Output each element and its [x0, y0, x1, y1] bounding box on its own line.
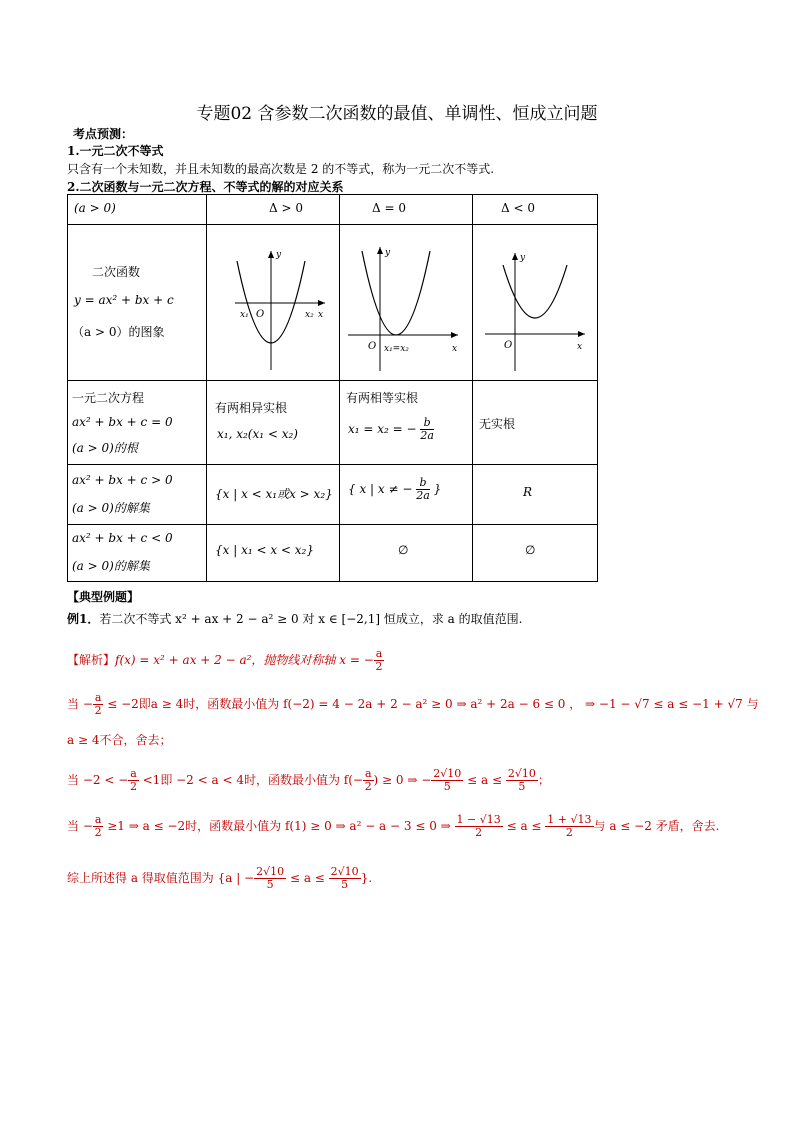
solution-line5-d: 与 a ≤ −2 矛盾，舍去. [593, 819, 720, 833]
header-delta-negative: Δ < 0 [501, 201, 535, 215]
solution-line4-num2: a [364, 767, 372, 780]
row4-empty-set-2: ∅ [525, 543, 536, 557]
row1-label-cell [68, 225, 207, 381]
solution-line6-num2: 2√10 [330, 865, 359, 878]
row4-empty-set-1: ∅ [398, 543, 409, 557]
row2-distinct-roots-cell [207, 381, 340, 465]
solution-tag: 【解析】 [67, 653, 116, 667]
g2-y-label: y [385, 248, 391, 258]
g1-x-label: x [318, 310, 324, 320]
solution-line6-a: 综上所述得 a 得取值范围为 {a | − [67, 871, 255, 885]
header-cell-delta-negative [473, 195, 598, 225]
solution-line6-den2: 5 [341, 878, 349, 891]
row4-label-line2: (a > 0)的解集 [72, 559, 150, 573]
solution-line5-num2: 1 − √13 [456, 813, 501, 826]
row3-solution-no-root-cell [473, 465, 598, 525]
g3-y-label: y [520, 253, 526, 263]
parabola-graph-double-root [340, 225, 472, 381]
row3-double-root-den: 2a [416, 489, 430, 502]
solution-line6-c: }. [360, 871, 373, 885]
header-cell-delta-zero [340, 195, 473, 225]
row2-equal-roots-cell [340, 381, 473, 465]
example-1 [67, 610, 522, 627]
solution-line-5 [67, 814, 720, 839]
row4-solution-two-roots-cell [207, 525, 340, 582]
solution-line5-b: ≥1 ⇒ a ≤ −2时，函数最小值为 f(1) ≥ 0 ⇒ a² − a − 3 ≤ 0 ⇒ [103, 819, 455, 833]
solution-line4-den: 2 [130, 780, 138, 793]
row1-label-line1: 二次函数 [92, 265, 141, 279]
example-1-text: 若二次不等式 x² + ax + 2 − a² ≥ 0 对 x ∈ [−2,1] 恒成立，求 a 的取值范围. [99, 612, 523, 626]
point2-heading: 2.二次函数与一元二次方程、不等式的解的对应关系 [67, 180, 344, 194]
graph-cell-delta-negative [473, 225, 598, 381]
row3-double-root-num: b [416, 477, 430, 490]
solution-line-2 [67, 692, 759, 717]
row3-label-line1: ax² + bx + c > 0 [72, 473, 173, 487]
graph-cell-delta-zero [340, 225, 473, 381]
point1-text: 只含有一个未知数，并且未知数的最高次数是 2 的不等式，称为一元二次不等式. [67, 162, 495, 176]
g2-x1x2-label: x₁=x₂ [384, 344, 409, 354]
row3-solution-double-root [348, 477, 441, 502]
solution-line4-den2: 2 [364, 780, 372, 793]
row4-solution-no-root-cell [473, 525, 598, 582]
solution-line2-num: a [94, 691, 102, 704]
solution-line4-den4: 5 [518, 780, 526, 793]
solution-line6-num: 2√10 [256, 865, 285, 878]
solution-line5-a: 当 − [67, 819, 93, 833]
solution-line5-den: 2 [94, 826, 102, 839]
solution-line5-num3: 1 + √13 [547, 813, 592, 826]
page-title: 专题02 含参数二次函数的最值、单调性、恒成立问题 [196, 104, 598, 124]
g1-origin-label: O [256, 309, 265, 320]
row4-solution-two-roots: {x | x₁ < x < x₂} [215, 543, 314, 557]
solution-line4-den3: 5 [443, 780, 451, 793]
row2-equal-roots-expr [348, 417, 434, 442]
solution-line1-num: a [375, 647, 383, 660]
header-cell-delta-positive [207, 195, 340, 225]
header-condition: (a > 0) [74, 201, 116, 215]
g1-x2-label: x₂ [305, 310, 314, 320]
row2-no-roots-text: 无实根 [479, 417, 516, 431]
header-delta-zero: Δ = 0 [372, 201, 406, 215]
section-label: 考点预测： [73, 127, 134, 141]
row2-equal-roots-den: 2a [420, 429, 434, 442]
solution-line4-e: ； [537, 773, 550, 787]
solution-line5-den3: 2 [565, 826, 573, 839]
row2-equal-roots-num: b [420, 417, 434, 430]
g2-x-label: x [452, 344, 458, 354]
row1-label-line3: （a > 0）的图象 [72, 325, 165, 339]
row3-solution-double-root-cell [340, 465, 473, 525]
row4-solution-double-root-cell [340, 525, 473, 582]
solution-line2-den: 2 [94, 704, 102, 717]
row2-distinct-roots-text: 有两相异实根 [215, 401, 288, 415]
solution-line6-den: 5 [266, 878, 274, 891]
parabola-graph-two-roots [207, 225, 339, 381]
solution-line6-b: ≤ a ≤ [286, 871, 329, 885]
row2-label-line1: 一元二次方程 [72, 391, 145, 405]
solution-line1-text: f(x) = x² + ax + 2 − a²，抛物线对称轴 x = − [115, 653, 374, 667]
row4-label-line1: ax² + bx + c < 0 [72, 531, 173, 545]
parabola-graph-no-root [473, 225, 597, 381]
row3-double-root-prefix: { x | x ≠ − [348, 482, 413, 496]
solution-line4-num4: 2√10 [507, 767, 536, 780]
row2-label-cell [68, 381, 207, 465]
solution-line-4 [67, 768, 550, 793]
solution-line5-den2: 2 [475, 826, 483, 839]
row3-double-root-suffix: } [433, 482, 442, 496]
row2-distinct-roots-expr: x₁, x₂(x₁ < x₂) [217, 427, 298, 441]
graph-cell-delta-positive [207, 225, 340, 381]
correspondence-table [67, 194, 598, 582]
point1-heading: 1.一元二次不等式 [67, 144, 164, 158]
row4-label-cell [68, 525, 207, 582]
row2-equal-roots-prefix: x₁ = x₂ = − [348, 422, 417, 436]
row2-no-roots-cell [473, 381, 598, 465]
g1-y-label: y [276, 250, 282, 260]
solution-line-6 [67, 866, 372, 891]
typical-examples-label: 【典型例题】 [67, 590, 140, 604]
solution-line4-c: ) ≥ 0 ⇒ − [373, 773, 432, 787]
solution-line4-num3: 2√10 [433, 767, 462, 780]
g2-origin-label: O [368, 341, 377, 352]
solution-line4-a: 当 −2 < − [67, 773, 129, 787]
row2-label-line2: ax² + bx + c = 0 [72, 415, 173, 429]
header-cell-condition [68, 195, 207, 225]
solution-line4-d: ≤ a ≤ [463, 773, 506, 787]
row3-label-cell [68, 465, 207, 525]
solution-line4-num: a [130, 767, 137, 780]
solution-line5-c: ≤ a ≤ [502, 819, 546, 833]
g3-x-label: x [577, 342, 583, 352]
row1-label-line2: y = ax² + bx + c [74, 293, 174, 307]
solution-line1-den: 2 [375, 660, 383, 673]
row2-equal-roots-text: 有两相等实根 [346, 391, 419, 405]
solution-line4-b: <1即 −2 < a < 4时，函数最小值为 f(− [138, 773, 363, 787]
row3-solution-two-roots: {x | x < x₁或x > x₂} [215, 487, 333, 501]
solution-line2-a: 当 − [67, 697, 93, 711]
g1-x1-label: x₁ [240, 310, 249, 320]
row3-solution-two-roots-cell [207, 465, 340, 525]
row3-label-line2: (a > 0)的解集 [72, 501, 150, 515]
g3-origin-label: O [504, 340, 513, 351]
solution-line-1 [67, 648, 384, 673]
solution-line5-num: a [94, 813, 102, 826]
solution-line-3: a ≥ 4不合，舍去； [67, 733, 172, 747]
row3-solution-no-root: R [523, 485, 533, 499]
header-delta-positive: Δ > 0 [269, 201, 303, 215]
example-1-label: 例1． [67, 612, 100, 626]
solution-line2-b: ≤ −2即a ≥ 4时，函数最小值为 f(−2) = 4 − 2a + 2 − a² ≥ 0 ⇒ a² + 2a − 6 ≤ 0 ， ⇒ −1 − √7 ≤ a ≤ −1 + √7 与 [103, 697, 759, 711]
row2-label-line3: (a > 0)的根 [72, 441, 138, 455]
